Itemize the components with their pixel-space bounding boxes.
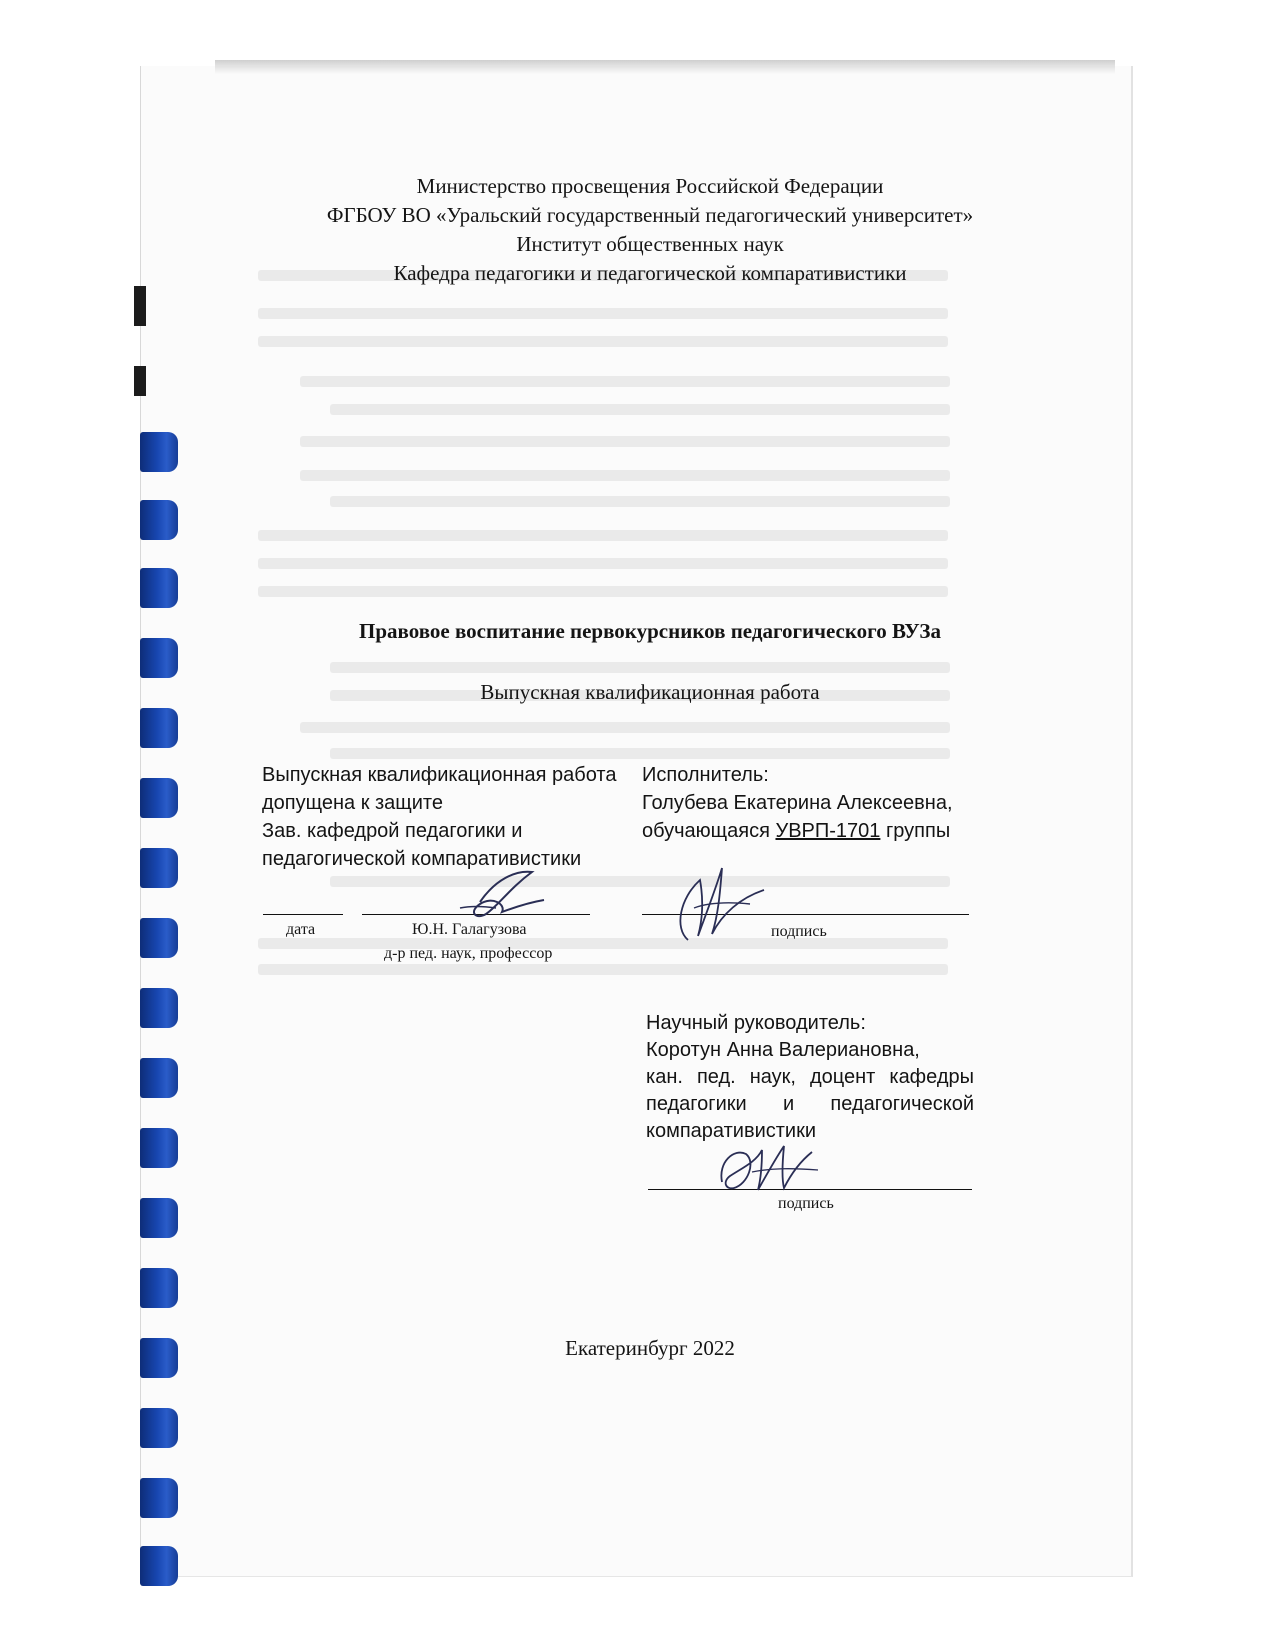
page-edge-shadow [215, 60, 1115, 74]
supervisor-position-2: педагогики и педагогической [646, 1093, 974, 1115]
institution-header [200, 172, 1100, 288]
head-signature-mark [440, 866, 550, 926]
supervisor-signature-mark [712, 1132, 832, 1202]
date-line [263, 914, 343, 915]
supervisor-position-3: компаративистики [646, 1120, 816, 1142]
institute-line: Институт общественных наук [516, 232, 784, 256]
university-line: ФГБОУ ВО «Уральский государственный педагогический университет» [326, 203, 974, 227]
date-label: дата [286, 921, 316, 938]
supervisor-label: Научный руководитель: [646, 1012, 866, 1034]
executor-name: Голубева Екатерина Алексеевна, [642, 792, 953, 814]
executor-label: Исполнитель: [642, 764, 769, 786]
supervisor-position-1: кан. пед. наук, доцент кафедры [646, 1066, 974, 1088]
approval-block [262, 761, 642, 873]
thesis-title: Правовое воспитание первокурсников педагогического ВУЗа [359, 619, 941, 643]
supervisor-signature-label: подпись [778, 1195, 834, 1212]
binding-rings [134, 250, 184, 1580]
ministry-line: Министерство просвещения Российской Федерации [416, 174, 884, 198]
city-year: Екатеринбург 2022 [565, 1336, 735, 1360]
head-degree: д-р пед. наук, профессор [384, 945, 553, 962]
head-name: Ю.Н. Галагузова [412, 921, 527, 938]
approval-line-4: педагогической компаративистики [262, 848, 582, 870]
executor-block [642, 761, 982, 845]
executor-signature-label: подпись [771, 923, 827, 940]
approval-line-3: Зав. кафедрой педагогики и [262, 820, 523, 842]
executor-signature-mark [660, 858, 780, 948]
group-suffix: группы [885, 820, 951, 842]
approval-line-1: Выпускная квалификационная работа [262, 764, 617, 786]
group-prefix: обучающаяся [642, 820, 770, 842]
supervisor-block [646, 1010, 974, 1145]
supervisor-name: Коротун Анна Валериановна, [646, 1039, 920, 1061]
department-line: Кафедра педагогики и педагогической компаративистики [393, 261, 907, 285]
group-code: УВРП-1701 [775, 820, 881, 842]
executor-group-line [642, 817, 982, 845]
approval-line-2: допущена к защите [262, 792, 443, 814]
document-type: Выпускная квалификационная работа [480, 680, 820, 704]
